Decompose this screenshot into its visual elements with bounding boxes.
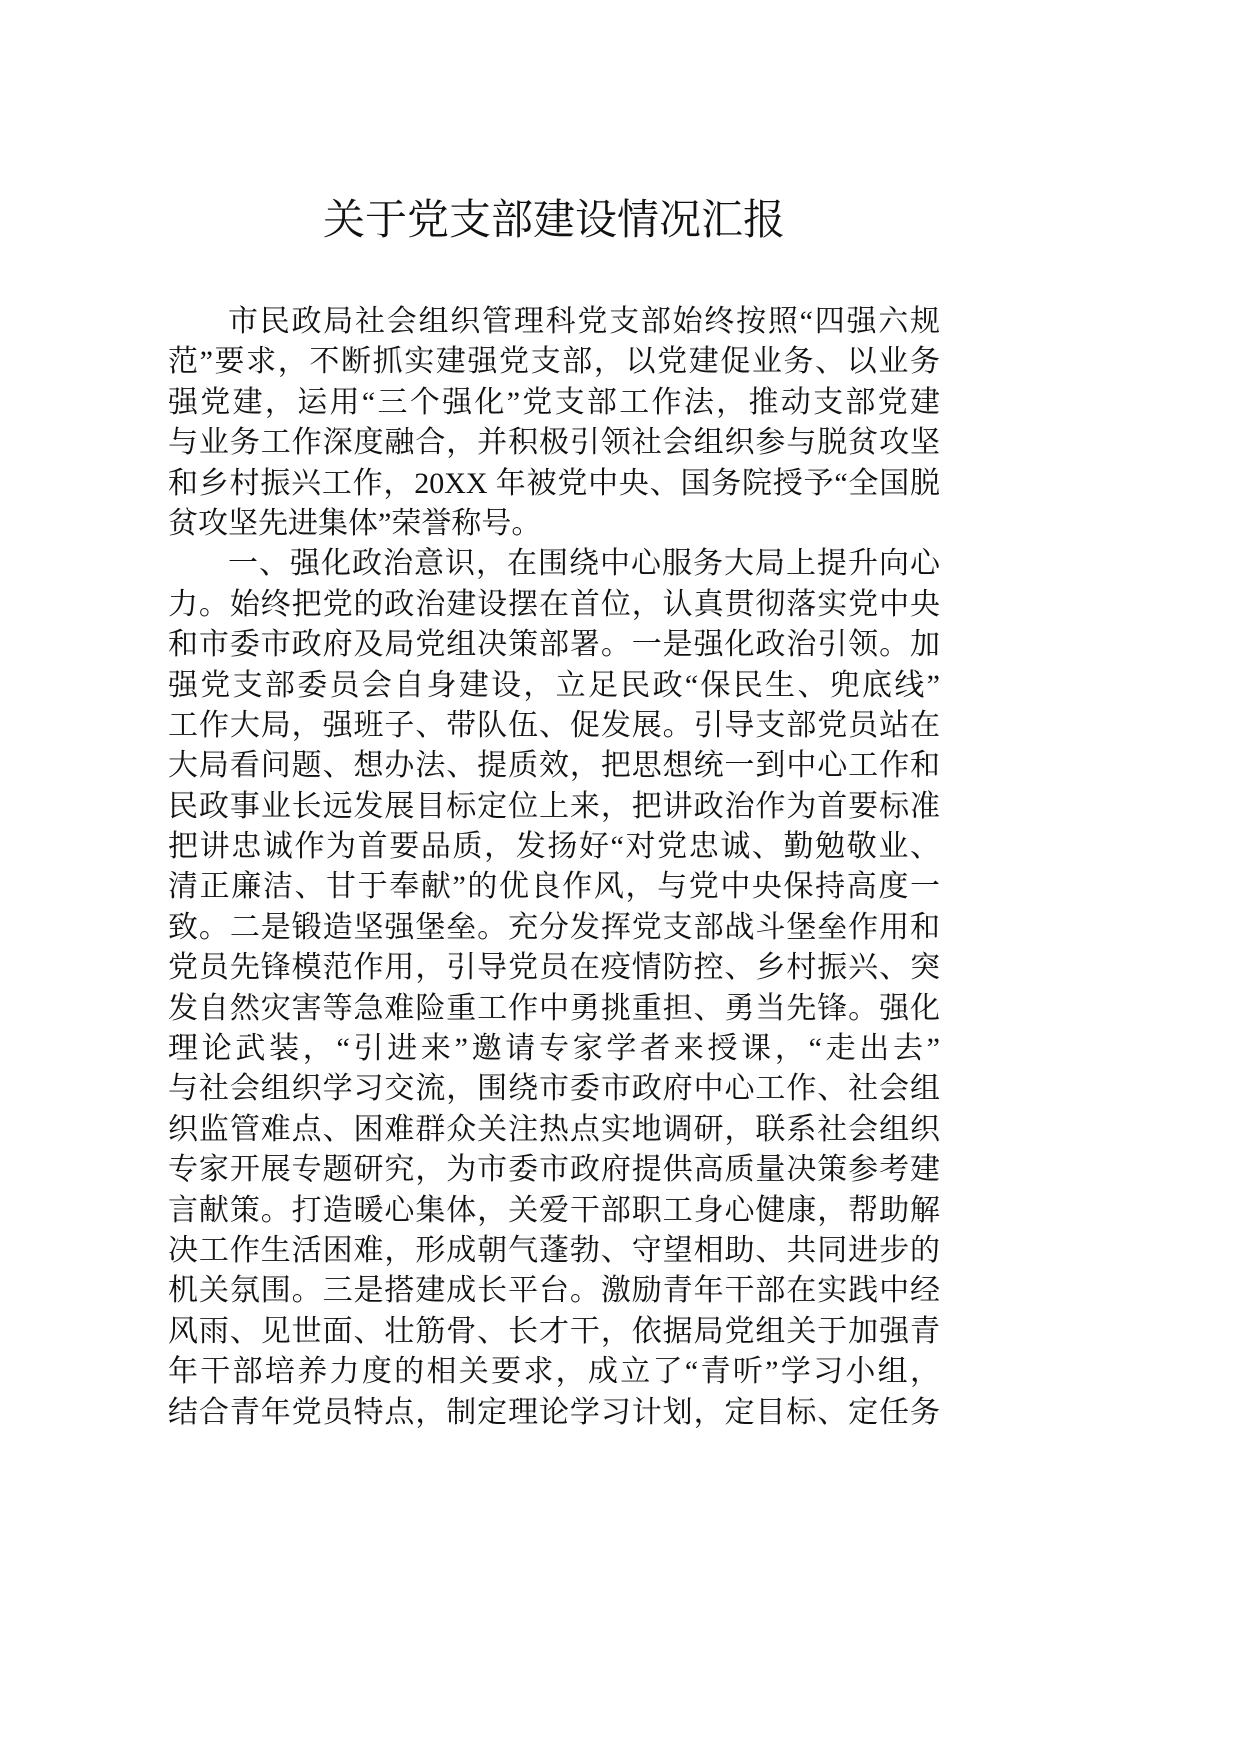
paragraph-line: 和乡村振兴工作，20XX 年被党中央、国务院授予“全国脱 — [168, 466, 940, 500]
paragraph-line: 范”要求，不断抓实建强党支部，以党建促业务、以业务 — [168, 345, 940, 379]
paragraph-line: 力。始终把党的政治建设摆在首位，认真贯彻落实党中央 — [168, 587, 940, 621]
paragraph-line: 清正廉洁、甘于奉献”的优良作风，与党中央保持高度一 — [168, 870, 940, 904]
paragraph-line: 大局看问题、想办法、提质效，把思想统一到中心工作和 — [168, 749, 940, 783]
paragraph-line: 强党支部委员会自身建设，立足民政“保民生、兜底线” — [168, 668, 940, 702]
paragraph-line: 把讲忠诚作为首要品质，发扬好“对党忠诚、勤勉敬业、 — [168, 830, 940, 864]
paragraph-line: 强党建，运用“三个强化”党支部工作法，推动支部党建 — [168, 385, 940, 419]
paragraph-line: 结合青年党员特点，制定理论学习计划，定目标、定任务 — [168, 1395, 940, 1429]
paragraph-line: 决工作生活困难，形成朝气蓬勃、守望相助、共同进步的 — [168, 1233, 940, 1267]
paragraph-line: 织监管难点、困难群众关注热点实地调研，联系社会组织 — [168, 1112, 940, 1146]
paragraph-line: 风雨、见世面、壮筋骨、长才干，依据局党组关于加强青 — [168, 1314, 940, 1348]
paragraph-line: 机关氛围。三是搭建成长平台。激励青年干部在实践中经 — [168, 1274, 940, 1308]
paragraph-section-1 — [168, 544, 940, 1433]
document-title: 关于党支部建设情况汇报 — [322, 195, 785, 244]
paragraph-intro — [168, 302, 940, 544]
section-heading-line: 一、强化政治意识，在围绕中心服务大局上提升向心 — [228, 547, 940, 581]
paragraph-line: 民政事业长远发展目标定位上来，把讲政治作为首要标准 — [168, 789, 940, 823]
paragraph-line: 与业务工作深度融合，并积极引领社会组织参与脱贫攻坚 — [168, 426, 940, 460]
paragraph-line: 贫攻坚先进集体”荣誉称号。 — [168, 506, 542, 540]
paragraph-line: 工作大局，强班子、带队伍、促发展。引导支部党员站在 — [168, 708, 940, 742]
paragraph-line: 专家开展专题研究，为市委市政府提供高质量决策参考建 — [168, 1153, 940, 1187]
document-body — [168, 302, 940, 1433]
paragraph-line: 和市委市政府及局党组决策部署。一是强化政治引领。加 — [168, 628, 940, 662]
paragraph-line: 理论武装，“引进来”邀请专家学者来授课，“走出去” — [168, 1032, 940, 1066]
paragraph-line: 发自然灾害等急难险重工作中勇挑重担、勇当先锋。强化 — [168, 991, 940, 1025]
paragraph-line: 与社会组织学习交流，围绕市委市政府中心工作、社会组 — [168, 1072, 940, 1106]
paragraph-line: 言献策。打造暖心集体，关爱干部职工身心健康，帮助解 — [168, 1193, 940, 1227]
paragraph-line: 年干部培养力度的相关要求，成立了“青听”学习小组， — [168, 1355, 940, 1389]
paragraph-line: 致。二是锻造坚强堡垒。充分发挥党支部战斗堡垒作用和 — [168, 910, 940, 944]
paragraph-line: 市民政局社会组织管理科党支部始终按照“四强六规 — [228, 305, 940, 338]
paragraph-line: 党员先锋模范作用，引导党员在疫情防控、乡村振兴、突 — [168, 951, 940, 985]
